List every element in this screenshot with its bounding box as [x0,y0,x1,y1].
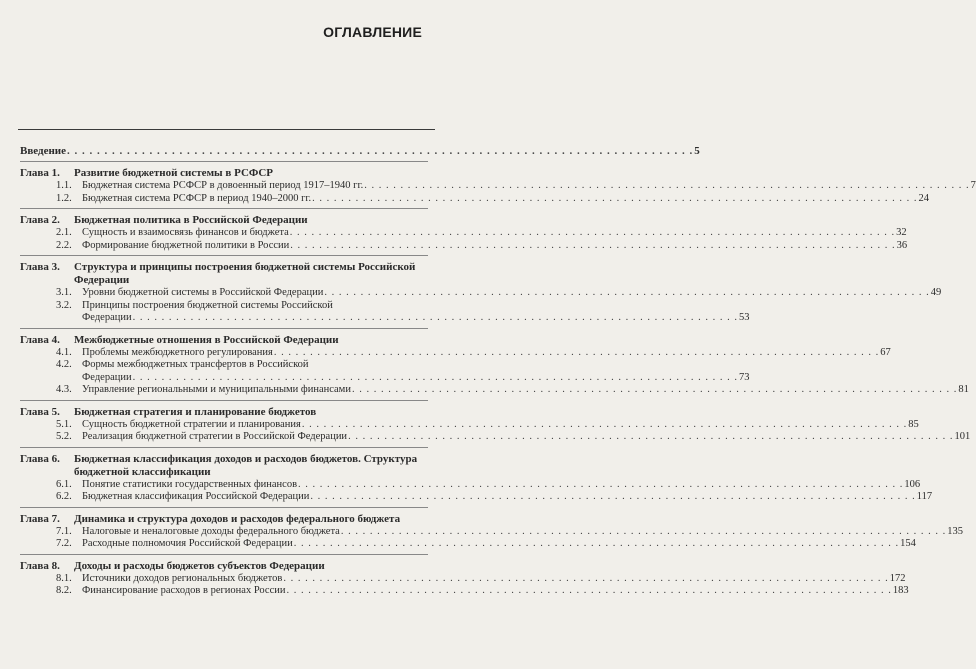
section-text: Федерации [82,312,132,323]
chapter-title: Межбюджетные отношения в Российской Федерации [74,333,339,346]
chapter-title: Динамика и структура доходов и расходов федерального бюджета [74,512,401,525]
section-body [82,573,905,586]
toc-entry-section[interactable] [56,478,921,492]
leader-dots [352,384,957,397]
section-page: 117 [916,491,933,502]
chapter-heading[interactable] [20,214,428,227]
section-page: 135 [947,525,963,537]
section-page: 73 [738,371,750,383]
intro-label: Введение [20,145,67,157]
section-text: Финансирование расходов в регионах России [82,585,286,596]
section-number: 8.1. [56,572,72,584]
section-body [82,227,907,240]
section-body [82,347,891,360]
section-page: 85 [908,418,919,430]
section-page: 154 [900,538,916,549]
section-text-line1: Принципы построения бюджетной системы Российской [82,299,333,311]
divider [20,328,428,329]
section-number: 1.2. [56,192,72,204]
section-number: 1.1. [56,180,72,191]
section-text: Источники доходов региональных бюджетов [82,572,283,584]
divider [20,507,428,508]
chapter-label: Глава 8. [20,559,60,572]
section-page: 67 [880,346,891,358]
leader-dots [364,180,969,193]
section-number: 7.1. [56,525,72,537]
leader-dots [298,479,903,492]
section-text-line2 [82,372,749,385]
section-page: 24 [918,192,930,204]
toc-entry-section[interactable] [56,418,919,432]
toc-entry-section[interactable] [56,180,976,193]
leader-dots [310,491,915,504]
section-body [82,491,932,504]
section-text: Управление региональными и муниципальными финансами [82,384,351,395]
section-number: 6.1. [56,478,72,490]
toc-entry-section[interactable] [56,346,891,360]
section-body [82,526,963,539]
chapter-title: Бюджетная стратегия и планирование бюджетов [74,405,317,418]
chapter-title: Структура и принципы построения бюджетной системы Российской Федерации [74,261,416,286]
chapter-heading[interactable] [20,513,428,526]
section-body [82,419,919,432]
toc-entry-section[interactable] [56,525,963,539]
divider [20,400,428,401]
toc-entry-section[interactable] [56,227,907,240]
leader-dots [286,585,891,598]
chapter-label: Глава 3. [20,261,60,273]
section-page: 81 [958,384,969,395]
toc-entry-section[interactable] [56,491,933,504]
chapter-label: Глава 1. [20,167,60,179]
section-page: 36 [896,239,908,251]
leader-dots [302,419,907,432]
chapter-title: Бюджетная классификация доходов и расходов бюджетов. Структура бюджетной классификации [74,452,418,478]
table-of-contents [20,144,976,598]
section-body [82,240,907,253]
section-body [82,193,929,206]
section-text: Уровни бюджетной системы в Российской Федерации [82,287,324,298]
section-page: 7 [970,180,976,191]
section-number: 7.2. [56,538,72,549]
section-text: Реализация бюджетной стратегии в Российской Федерации [82,431,348,442]
section-number: 4.2. [56,359,72,370]
toc-entry-section[interactable] [56,572,906,586]
section-page: 172 [889,572,906,584]
header-rule [18,129,435,130]
toc-entry-section[interactable] [56,192,930,206]
leader-dots [312,193,917,206]
section-page: 183 [892,585,909,596]
chapter-title: Бюджетная политика в Российской Федерации [74,214,308,226]
section-text-line2 [82,312,749,325]
section-body [82,431,970,444]
intro-page: 5 [694,145,700,157]
section-text-line1: Формы межбюджетных трансфертов в Российской [82,359,309,370]
divider [20,447,428,448]
section-body [82,300,749,325]
leader-dots [290,240,895,253]
section-body [82,180,976,193]
chapter-label: Глава 5. [20,405,60,418]
chapter-heading[interactable] [20,406,428,419]
section-text: Сущность бюджетной стратегии и планирования [82,418,301,430]
chapter-heading[interactable] [20,334,428,347]
section-body [82,287,941,300]
section-number: 8.2. [56,585,72,596]
divider [20,208,428,209]
leader-dots [274,347,879,360]
leader-dots [294,538,899,551]
section-text: Бюджетная классификация Российской Федерации [82,491,310,502]
chapter-label: Глава 2. [20,214,60,226]
chapter-label: Глава 4. [20,333,60,346]
chapter-heading[interactable] [20,453,428,479]
divider [20,161,428,162]
section-number: 5.1. [56,418,72,430]
chapter-list [20,167,976,598]
section-text: Федерации [82,371,132,383]
chapter-title: Развитие бюджетной системы в РСФСР [74,167,273,179]
toc-entry-section[interactable] [56,431,971,444]
section-number: 5.2. [56,431,72,442]
chapter-label: Глава 6. [20,452,60,465]
section-number: 2.2. [56,239,72,251]
divider [20,255,428,256]
page-title: ОГЛАВЛЕНИЕ [323,24,422,40]
leader-dots [133,372,738,385]
leader-dots [290,227,895,240]
toc-entry-section[interactable] [56,287,942,300]
section-number: 2.1. [56,227,72,238]
section-page: 101 [954,431,971,442]
section-number: 3.2. [56,299,72,311]
leader-dots [348,431,953,444]
toc-entry-section[interactable] [56,359,750,384]
section-text: Понятие статистики государственных финансов [82,478,298,490]
section-page: 106 [904,478,921,490]
chapter-heading[interactable] [20,261,428,287]
chapter-heading[interactable] [20,167,428,180]
leader-dots [324,287,929,300]
chapter-heading[interactable] [20,560,428,573]
section-text: Бюджетная система РСФСР в период 1940–2000 гг. [82,192,312,204]
section-body [82,359,749,384]
section-number: 6.2. [56,491,72,502]
leader-dots [133,312,738,325]
toc-entry-section[interactable] [56,538,916,551]
toc-entry-intro[interactable] [20,144,700,158]
section-page: 32 [896,227,907,238]
section-number: 3.1. [56,287,72,298]
section-text: Формирование бюджетной политики в России [82,239,290,251]
leader-dots [341,526,946,539]
chapter-label: Глава 7. [20,512,60,525]
section-text: Налоговые и неналоговые доходы федерального бюджета [82,525,340,537]
divider [20,554,428,555]
section-text: Расходные полномочия Российской Федерации [82,538,293,549]
toc-entry-section[interactable] [56,384,969,397]
leader-dots [67,144,693,158]
leader-dots [283,573,888,586]
section-text: Сущность и взаимосвязь финансов и бюджета [82,227,289,238]
section-number: 4.1. [56,346,72,358]
section-text: Бюджетная система РСФСР в довоенный период 1917–1940 гг. [82,180,364,191]
chapter-title: Доходы и расходы бюджетов субъектов Федерации [74,559,325,572]
section-body [82,384,969,397]
section-text: Проблемы межбюджетного регулирования [82,346,273,358]
toc-entry-section[interactable] [56,239,908,253]
section-page: 49 [930,287,942,298]
section-body [82,538,916,551]
toc-entry-section[interactable] [56,299,750,325]
toc-entry-section[interactable] [56,585,909,598]
section-body [82,585,909,598]
section-body [82,479,920,492]
section-page: 53 [738,312,750,323]
section-number: 4.3. [56,384,72,395]
